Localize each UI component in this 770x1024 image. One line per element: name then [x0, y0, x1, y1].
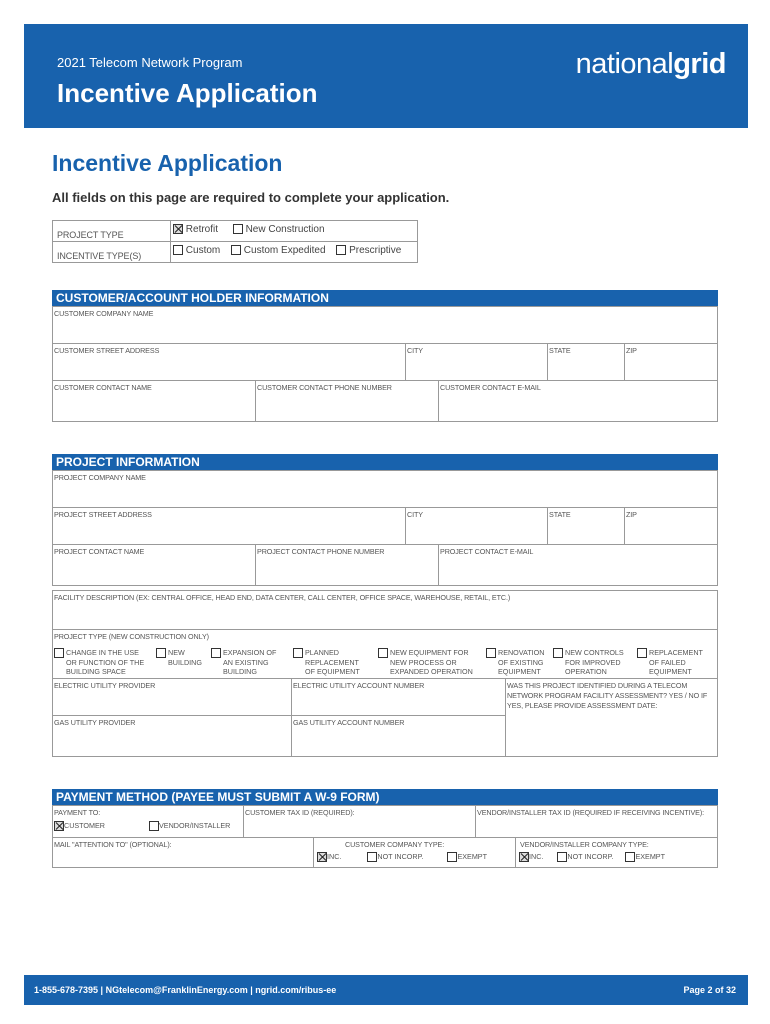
footer-bar	[24, 975, 748, 1005]
mail-attention-field[interactable]: MAIL "ATTENTION TO" (OPTIONAL):	[52, 837, 314, 868]
customer-company-name-field[interactable]: CUSTOMER COMPANY NAME	[52, 306, 718, 344]
customer-exempt-option[interactable]: EXEMPT	[447, 852, 487, 861]
vendor-inc-checkbox[interactable]	[519, 852, 529, 862]
payment-customer-option[interactable]: CUSTOMER	[54, 821, 105, 830]
project-contact-phone-field[interactable]: PROJECT CONTACT PHONE NUMBER	[255, 544, 439, 586]
payment-vendor-checkbox[interactable]	[149, 821, 159, 831]
customer-section-heading: CUSTOMER/ACCOUNT HOLDER INFORMATION	[52, 290, 718, 306]
retrofit-checkbox[interactable]	[173, 224, 183, 234]
footer-contact: 1-855-678-7395 | NGtelecom@FranklinEnergy.com | ngrid.com/ribus-ee	[34, 985, 337, 995]
project-company-name-field[interactable]: PROJECT COMPANY NAME	[52, 470, 718, 508]
customer-not-incorp-checkbox[interactable]	[367, 852, 377, 862]
nc-option-expansion[interactable]: EXPANSION OF AN EXISTING BUILDING	[211, 648, 281, 677]
vendor-not-incorp-option[interactable]: NOT INCORP.	[557, 852, 613, 861]
electric-provider-field[interactable]: ELECTRIC UTILITY PROVIDER	[52, 678, 292, 716]
prescriptive-option[interactable]: Prescriptive	[336, 245, 401, 256]
custom-option[interactable]: Custom	[173, 245, 220, 256]
customer-city-field[interactable]: CITY	[405, 343, 548, 381]
custom-expedited-option[interactable]: Custom Expedited	[231, 245, 326, 256]
nc-renovation-checkbox[interactable]	[486, 648, 496, 658]
nc-option-new-equipment[interactable]: NEW EQUIPMENT FOR NEW PROCESS OR EXPANDED OPERATION	[378, 648, 478, 677]
new-construction-option[interactable]: New Construction	[233, 224, 325, 235]
project-street-field[interactable]: PROJECT STREET ADDRESS	[52, 507, 406, 545]
customer-zip-field[interactable]: ZIP	[624, 343, 718, 381]
customer-exempt-checkbox[interactable]	[447, 852, 457, 862]
customer-contact-name-field[interactable]: CUSTOMER CONTACT NAME	[52, 380, 256, 422]
nc-new-building-checkbox[interactable]	[156, 648, 166, 658]
header-banner	[24, 24, 748, 128]
header-title: Incentive Application	[57, 78, 318, 108]
prescriptive-checkbox[interactable]	[336, 245, 346, 255]
customer-tax-id-field[interactable]: CUSTOMER TAX ID (REQUIRED):	[243, 805, 476, 838]
vendor-inc-option[interactable]: INC.	[519, 852, 543, 861]
nc-planned-replacement-checkbox[interactable]	[293, 648, 303, 658]
page-number: Page 2 of 32	[683, 985, 736, 995]
national-grid-logo: nationalgrid	[575, 48, 726, 80]
payment-section-heading: PAYMENT METHOD (PAYEE MUST SUBMIT A W-9 FORM)	[52, 789, 718, 805]
nc-option-planned-replacement[interactable]: PLANNED REPLACEMENT OF EQUIPMENT	[293, 648, 368, 677]
customer-contact-email-field[interactable]: CUSTOMER CONTACT E-MAIL	[438, 380, 718, 422]
intro-text: All fields on this page are required to complete your application.	[52, 190, 450, 205]
nc-option-new-controls[interactable]: NEW CONTROLS FOR IMPROVED OPERATION	[553, 648, 633, 677]
customer-inc-checkbox[interactable]	[317, 852, 327, 862]
facility-description-field[interactable]: FACILITY DESCRIPTION (EX: CENTRAL OFFICE, HEAD END, DATA CENTER, CALL CENTER, OFFICE SPACE, WAREHOUSE, RETAIL, ETC.)	[52, 590, 718, 630]
program-name: 2021 Telecom Network Program	[57, 55, 243, 70]
project-contact-email-field[interactable]: PROJECT CONTACT E-MAIL	[438, 544, 718, 586]
payment-to-group: PAYMENT TO: CUSTOMER VENDOR/INSTALLER	[52, 805, 244, 838]
vendor-company-type-group: VENDOR/INSTALLER COMPANY TYPE: INC. NOT INCORP. EXEMPT	[515, 837, 718, 868]
payment-customer-checkbox[interactable]	[54, 821, 64, 831]
nc-replacement-failed-checkbox[interactable]	[637, 648, 647, 658]
nc-new-controls-checkbox[interactable]	[553, 648, 563, 658]
gas-account-field[interactable]: GAS UTILITY ACCOUNT NUMBER	[291, 715, 506, 757]
nc-new-equipment-checkbox[interactable]	[378, 648, 388, 658]
customer-inc-option[interactable]: INC.	[317, 852, 341, 861]
customer-company-type-group: CUSTOMER COMPANY TYPE: INC. NOT INCORP. EXEMPT	[313, 837, 516, 868]
nc-option-new-building[interactable]: NEW BUILDING	[156, 648, 211, 667]
project-contact-name-field[interactable]: PROJECT CONTACT NAME	[52, 544, 256, 586]
project-city-field[interactable]: CITY	[405, 507, 548, 545]
customer-not-incorp-option[interactable]: NOT INCORP.	[367, 852, 423, 861]
vendor-not-incorp-checkbox[interactable]	[557, 852, 567, 862]
nc-option-renovation[interactable]: RENOVATION OF EXISTING EQUIPMENT	[486, 648, 556, 677]
project-zip-field[interactable]: ZIP	[624, 507, 718, 545]
gas-provider-field[interactable]: GAS UTILITY PROVIDER	[52, 715, 292, 757]
new-construction-checkbox[interactable]	[233, 224, 243, 234]
nc-change-in-use-checkbox[interactable]	[54, 648, 64, 658]
customer-state-field[interactable]: STATE	[547, 343, 625, 381]
vendor-tax-id-field[interactable]: VENDOR/INSTALLER TAX ID (REQUIRED IF RECEIVING INCENTIVE):	[475, 805, 718, 838]
nc-option-change-in-use[interactable]: CHANGE IN THE USE OR FUNCTION OF THE BUILDING SPACE	[54, 648, 149, 677]
customer-street-field[interactable]: CUSTOMER STREET ADDRESS	[52, 343, 406, 381]
project-type-label: PROJECT TYPE	[57, 230, 124, 240]
nc-option-replacement-failed[interactable]: REPLACEMENT OF FAILED EQUIPMENT	[637, 648, 717, 677]
project-section-heading: PROJECT INFORMATION	[52, 454, 718, 470]
assessment-question-field[interactable]: WAS THIS PROJECT IDENTIFIED DURING A TELECOM NETWORK PROGRAM FACILITY ASSESSMENT? YES / NO IF YES, PLEASE PROVIDE ASSESSMENT DATE:	[505, 678, 718, 757]
custom-expedited-checkbox[interactable]	[231, 245, 241, 255]
vendor-exempt-checkbox[interactable]	[625, 852, 635, 862]
type-table	[52, 220, 418, 263]
new-construction-type-group: PROJECT TYPE (NEW CONSTRUCTION ONLY) CHANGE IN THE USE OR FUNCTION OF THE BUILDING SPACE NEW BUILDING EXPANSION OF AN EXISTING BUILDING PLANNED REPLACEMENT OF EQUIPMENT NEW EQUIPMENT FOR NEW PROCESS OR EXPANDED OPERATION RENOVATION OF EXISTING EQUIPMENT NEW CONTROLS FOR IMPROVED OPERATION REPLACEMENT OF FAILED EQUIPMENT	[52, 629, 718, 679]
electric-account-field[interactable]: ELECTRIC UTILITY ACCOUNT NUMBER	[291, 678, 506, 716]
page-title: Incentive Application	[52, 150, 283, 176]
customer-contact-phone-field[interactable]: CUSTOMER CONTACT PHONE NUMBER	[255, 380, 439, 422]
nc-expansion-checkbox[interactable]	[211, 648, 221, 658]
vendor-exempt-option[interactable]: EXEMPT	[625, 852, 665, 861]
incentive-type-label: INCENTIVE TYPE(S)	[57, 251, 142, 261]
project-state-field[interactable]: STATE	[547, 507, 625, 545]
retrofit-option[interactable]: Retrofit	[173, 224, 218, 235]
custom-checkbox[interactable]	[173, 245, 183, 255]
payment-vendor-option[interactable]: VENDOR/INSTALLER	[149, 821, 230, 830]
